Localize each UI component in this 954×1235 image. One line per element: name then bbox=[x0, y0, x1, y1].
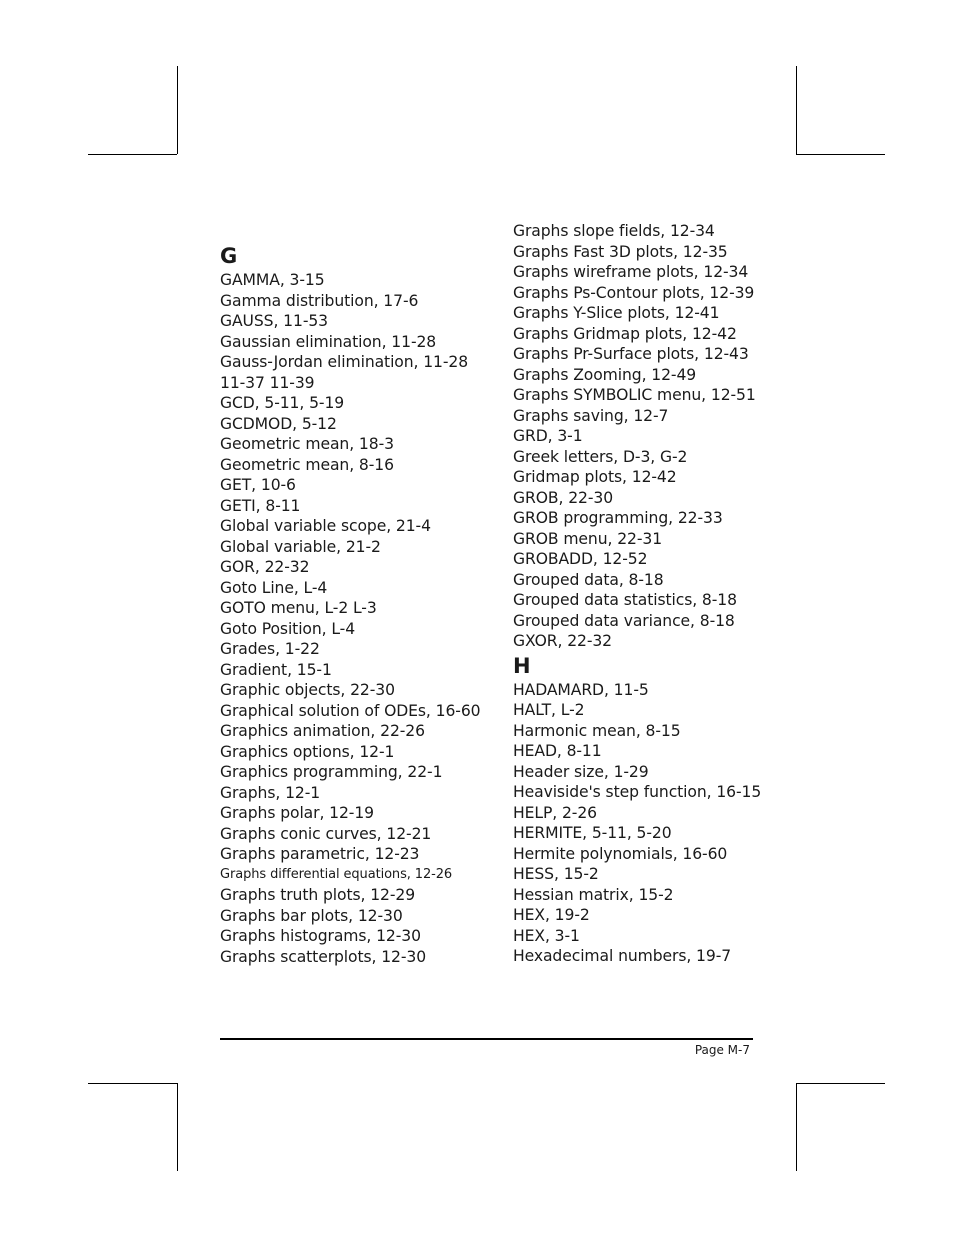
section-heading-h: H bbox=[513, 653, 531, 678]
index-entry: Graphs, 12-1 bbox=[220, 783, 321, 802]
index-entry: Graphs Y-Slice plots, 12-41 bbox=[513, 304, 720, 322]
index-column-right bbox=[513, 221, 763, 967]
index-entry: Graphs bar plots, 12-30 bbox=[220, 906, 403, 925]
crop-mark bbox=[796, 66, 797, 154]
index-entry: HALT, L-2 bbox=[513, 701, 585, 719]
crop-mark bbox=[177, 1083, 178, 1171]
index-entry: Grouped data statistics, 8-18 bbox=[513, 591, 737, 609]
index-entry: GAUSS, 11-53 bbox=[220, 312, 328, 330]
index-entry: GOR, 22-32 bbox=[220, 558, 310, 576]
index-entry: GROB, 22-30 bbox=[513, 488, 614, 507]
index-entry: HELP, 2-26 bbox=[513, 803, 597, 822]
index-entry: Graphs Gridmap plots, 12-42 bbox=[513, 324, 737, 343]
index-entry: Goto Line, L-4 bbox=[220, 578, 328, 597]
index-entry: Grouped data, 8-18 bbox=[513, 570, 664, 589]
index-entry: GROBADD, 12-52 bbox=[513, 550, 648, 568]
index-list-g-continued bbox=[513, 221, 763, 652]
index-entry: Graphics programming, 22-1 bbox=[220, 763, 443, 781]
index-entry: Gauss-Jordan elimination, 11-28 bbox=[220, 353, 469, 371]
index-entry: HEX, 19-2 bbox=[513, 906, 590, 924]
index-entry: Graphs conic curves, 12-21 bbox=[220, 824, 432, 843]
index-column-left bbox=[220, 242, 500, 967]
index-entry: Graphs Ps-Contour plots, 12-39 bbox=[513, 283, 755, 302]
index-entry: Graphs saving, 12-7 bbox=[513, 406, 669, 425]
index-list-h bbox=[513, 680, 763, 967]
footer-rule bbox=[220, 1038, 753, 1040]
index-entry: Graphs Zooming, 12-49 bbox=[513, 365, 697, 384]
section-heading-g: G bbox=[220, 244, 238, 268]
crop-mark bbox=[88, 154, 177, 155]
index-entry: Graphs scatterplots, 12-30 bbox=[220, 947, 427, 966]
index-entry: Heaviside's step function, 16-15 bbox=[513, 783, 762, 801]
index-entry: Geometric mean, 18-3 bbox=[220, 435, 394, 453]
index-entry: HADAMARD, 11-5 bbox=[513, 680, 649, 699]
index-entry: Geometric mean, 8-16 bbox=[220, 455, 394, 474]
page-number: Page M-7 bbox=[694, 1043, 750, 1057]
index-entry: Graphs polar, 12-19 bbox=[220, 804, 374, 822]
index-entry: Graphs Pr-Surface plots, 12-43 bbox=[513, 345, 749, 363]
index-entry: Graphs SYMBOLIC menu, 12-51 bbox=[513, 386, 756, 404]
index-entry: Hexadecimal numbers, 19-7 bbox=[513, 947, 732, 965]
index-entry: Graphs wireframe plots, 12-34 bbox=[513, 263, 749, 281]
index-entry: GROB menu, 22-31 bbox=[513, 529, 663, 548]
index-entry: Greek letters, D-3, G-2 bbox=[513, 447, 688, 466]
index-entry: GOTO menu, L-2 L-3 bbox=[220, 599, 377, 617]
index-entry: HEX, 3-1 bbox=[513, 926, 580, 945]
index-entry: GCD, 5-11, 5-19 bbox=[220, 394, 345, 412]
index-entry: HEAD, 8-11 bbox=[513, 742, 602, 760]
index-entry: Graphs differential equations, 12-26 bbox=[220, 866, 453, 882]
index-entry: GETI, 8-11 bbox=[220, 496, 301, 515]
index-entry: HESS, 15-2 bbox=[513, 865, 599, 883]
index-entry: Gaussian elimination, 11-28 bbox=[220, 332, 437, 351]
index-entry: GXOR, 22-32 bbox=[513, 632, 613, 650]
crop-mark bbox=[796, 154, 885, 155]
index-entry: Graphs histograms, 12-30 bbox=[220, 927, 421, 945]
index-entry: Harmonic mean, 8-15 bbox=[513, 721, 681, 740]
crop-mark bbox=[796, 1083, 885, 1084]
crop-mark bbox=[88, 1083, 177, 1084]
index-entry: Graphics options, 12-1 bbox=[220, 742, 395, 761]
index-entry: GROB programming, 22-33 bbox=[513, 509, 723, 527]
index-entry: 11-37 11-39 bbox=[220, 373, 315, 392]
index-entry: Graphical solution of ODEs, 16-60 bbox=[220, 701, 481, 720]
index-entry: Graphs slope fields, 12-34 bbox=[513, 222, 715, 240]
index-entry: Graphs truth plots, 12-29 bbox=[220, 886, 416, 904]
index-entry: Grouped data variance, 8-18 bbox=[513, 611, 735, 630]
index-entry: GAMMA, 3-15 bbox=[220, 271, 325, 289]
index-entry: Graphs Fast 3D plots, 12-35 bbox=[513, 242, 728, 261]
index-entry: Global variable, 21-2 bbox=[220, 537, 381, 556]
index-entry: Hermite polynomials, 16-60 bbox=[513, 844, 728, 863]
index-entry: Gridmap plots, 12-42 bbox=[513, 468, 677, 486]
index-entry: GCDMOD, 5-12 bbox=[220, 414, 337, 433]
index-list-g bbox=[220, 270, 500, 967]
crop-mark bbox=[177, 66, 178, 154]
index-entry: Grades, 1-22 bbox=[220, 640, 320, 658]
index-entry: Graphics animation, 22-26 bbox=[220, 722, 425, 740]
index-entry: Hessian matrix, 15-2 bbox=[513, 885, 674, 904]
index-entry: Gradient, 15-1 bbox=[220, 660, 332, 679]
index-entry: Gamma distribution, 17-6 bbox=[220, 291, 419, 310]
index-entry: Graphs parametric, 12-23 bbox=[220, 845, 420, 863]
index-entry: Goto Position, L-4 bbox=[220, 619, 356, 638]
index-entry: GET, 10-6 bbox=[220, 476, 296, 494]
index-entry: GRD, 3-1 bbox=[513, 427, 583, 445]
index-entry: Global variable scope, 21-4 bbox=[220, 517, 431, 535]
crop-mark bbox=[796, 1083, 797, 1171]
index-entry: HERMITE, 5-11, 5-20 bbox=[513, 824, 672, 842]
index-entry: Header size, 1-29 bbox=[513, 762, 649, 781]
index-entry: Graphic objects, 22-30 bbox=[220, 681, 395, 699]
